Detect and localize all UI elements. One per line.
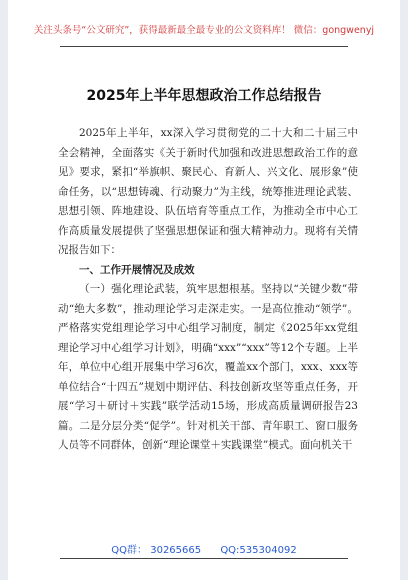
section-paragraph: （一）强化理论武装，筑牢思想根基。坚持以“关键少数”带动“绝大多数”，推动理论学习走深走实。一是高位推动“领学”。严格落实党组理论学习中心组学习制度，制定《2025年xx党组理论学习中心组学习计划》，明确“xxx”“xxx”等12个专题。上半年，单位中心组开展集中学习6次，覆盖xx个部门，xxx、xxx等单位结合“十四五”规划中期评估、科技创新攻坚等重点任务，开展“学习＋研讨＋实践”联学活动15场，形成高质量调研报告23篇。二是分层分类“促学”。针对机关干部、青年职工、窗口服务人员等不同群体，创新“理论课堂＋实践课堂”模式。面向机关干 [58, 283, 358, 451]
header-banner: 关注头条号“公文研究”，获得最新最全最专业的公文资料库！ 微信：gongwenyj [33, 25, 375, 36]
document-body [58, 124, 358, 456]
footer-qq-group: QQ群： 30265665 [111, 545, 202, 556]
footer-contact [8, 541, 400, 556]
footer-qq: QQ:535304092 [220, 545, 297, 556]
section-heading: 一、工作开展情况及成效 [79, 263, 195, 276]
header-divider [60, 46, 348, 47]
intro-paragraph: 2025年上半年，xx深入学习贯彻党的二十大和二十届三中全会精神，全面落实《关于新时代加强和改进思想政治工作的意见》要求，紧扣“举旗帜、聚民心、育新人、兴文化、展形象”使命任务，以“思想铸魂、行动聚力”为主线，统筹推进理论武装、思想引领、阵地建设、队伍培育等重点工作，为推动全市中心工作高质量发展提供了坚强思想保证和强大精神动力。现将有关情况报告如下： [58, 127, 358, 256]
footer-divider [60, 558, 348, 559]
document-page [8, 0, 400, 580]
document-title: 2025年上半年思想政治工作总结报告 [86, 88, 322, 104]
